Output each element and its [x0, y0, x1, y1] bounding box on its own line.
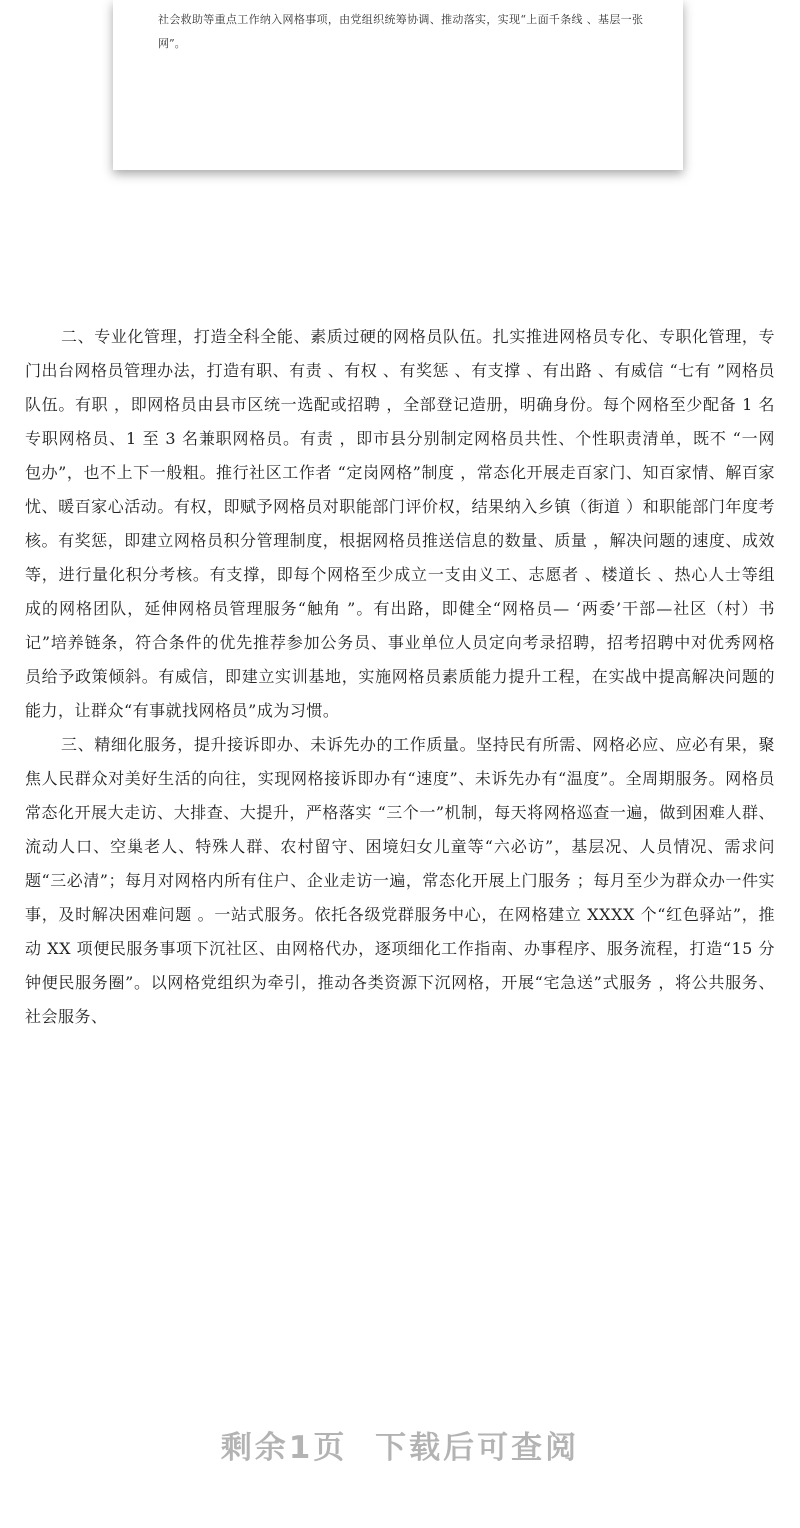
- document-body: [25, 320, 775, 1034]
- paragraph-refined-service: 三、精细化服务，提升接诉即办、未诉先办的工作质量。坚持民有所需、网格必应、应必有果，聚焦人民群众对美好生活的向往，实现网格接诉即办有“速度”、未诉先办有“温度”。全周期服务。网格员常态化开展大走访、大排查、大提升，严格落实 “三个一”机制，每天将网格巡查一遍，做到困难人群、流动人口、空巢老人、特殊人群、农村留守、困境妇女儿童等“六必访”，基层况、人员情况、需求问题“三必清”；每月对网格内所有住户、企业走访一遍，常态化开展上门服务 ；每月至少为群众办一件实事，及时解决困难问题 。一站式服务。依托各级党群服务中心，在网格建立 XXXX 个“红色驿站”，推动 XX 项便民服务事项下沉社区、由网格代办，逐项细化工作指南、办事程序、服务流程，打造“15 分钟便民服务圈”。以网格党组织为牵引，推动各类资源下沉网格，开展“宅急送”式服务 ，将公共服务、社会服务、: [25, 735, 775, 1026]
- previous-page-preview: [113, 0, 683, 170]
- paragraph-professional-management: 二、专业化管理，打造全科全能、素质过硬的网格员队伍。扎实推进网格员专化、专职化管理，专门出台网格员管理办法，打造有职、有责 、有权 、有奖惩 、有支撑 、有出路 、有威信 “七有 ”网格员队伍。有职 ，即网格员由县市区统一选配或招聘 ，全部登记造册，明确身份。每个网格至少配备 1 名专职网格员、1 至 3 名兼职网格员。有责 ，即市县分别制定网格员共性、个性职责清单，既不 “一网包办”，也不上下一般粗。推行社区工作者 “定岗网格”制度 ，常态化开展走百家门、知百家情、解百家忧、暖百家心活动。有权，即赋予网格员对职能部门评价权，结果纳入乡镇（街道 ）和职能部门年度考核。有奖惩，即建立网格员积分管理制度，根据网格员推送信息的数量、质量 ，解决问题的速度、成效等，进行量化积分考核。有支撑，即每个网格至少成立一支由义工、志愿者 、楼道长 、热心人士等组成的网格团队，延伸网格员管理服务“触角 ”。有出路，即健全“网格员— ‘两委’干部—社区（村）书记”培养链条，符合条件的优先推荐参加公务员、事业单位人员定向考录招聘，招考招聘中对优秀网格员给予政策倾斜。有威信，即建立实训基地，实施网格员素质能力提升工程，在实战中提高解决问题的能力，让群众“有事就找网格员”成为习惯。: [25, 327, 775, 720]
- preview-text: 社会救助等重点工作纳入网格事项，由党组织统筹协调、推动落实，实现“上面千条线 、基层一张网”。: [158, 13, 643, 50]
- remaining-pages-notice[interactable]: 剩余1页 下载后可查阅: [220, 1430, 580, 1466]
